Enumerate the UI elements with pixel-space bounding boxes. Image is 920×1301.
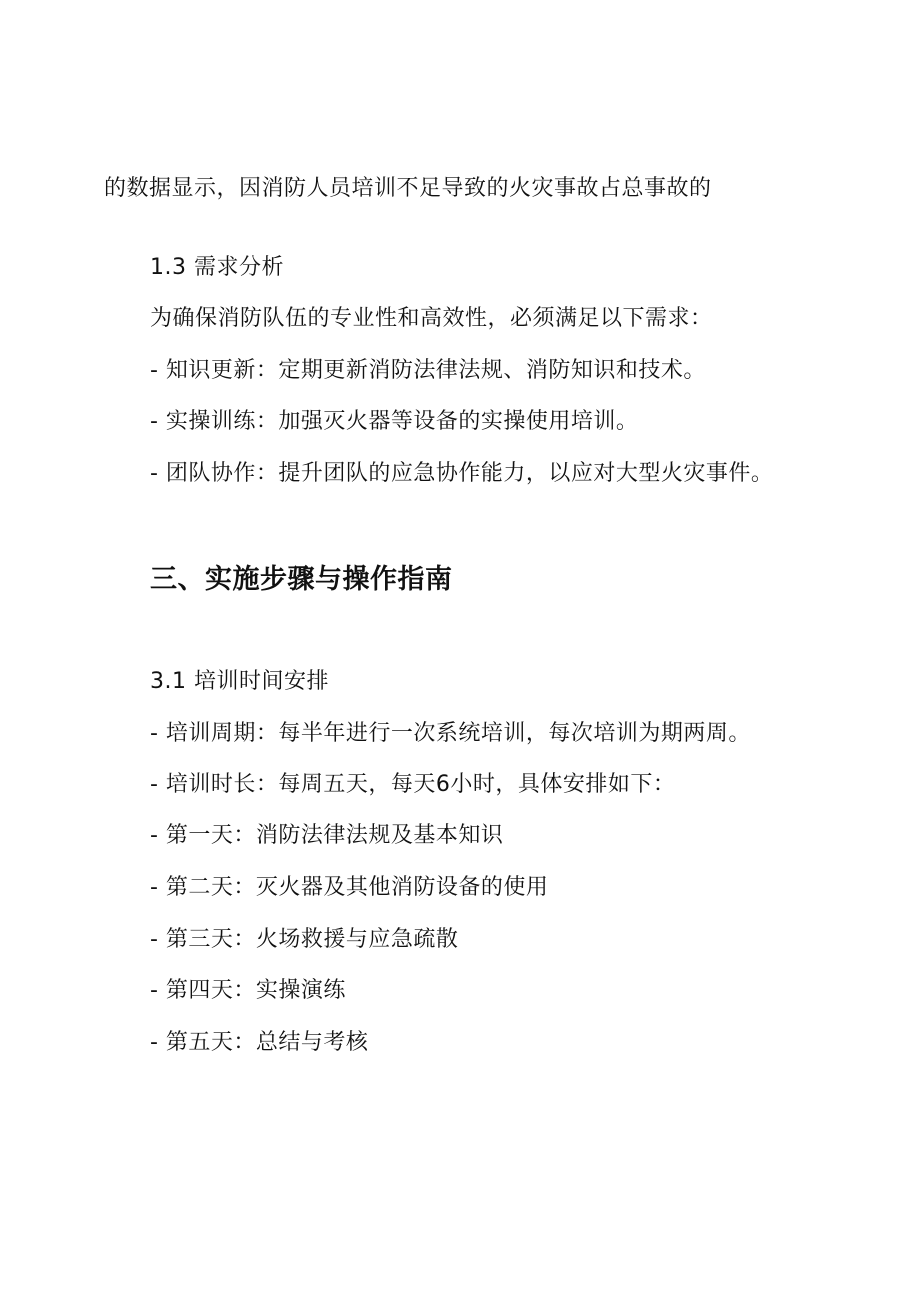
- chapter-heading-3: 三、实施步骤与操作指南: [150, 564, 453, 595]
- list-item: - 培训时长：每周五天，每天6小时，具体安排如下：: [150, 772, 676, 797]
- list-item: - 培训周期：每半年进行一次系统培训，每次培训为期两周。: [150, 721, 751, 746]
- list-item: - 第二天：灭火器及其他消防设备的使用: [150, 875, 549, 900]
- continuation-paragraph: 的数据显示，因消防人员培训不足导致的火灾事故占总事故的: [104, 176, 712, 201]
- list-item: - 第四天：实操演练: [150, 978, 346, 1003]
- section-heading-3-1: 3.1 培训时间安排: [150, 669, 329, 694]
- list-item: - 第三天：火场救援与应急疏散: [150, 927, 459, 952]
- section-heading-1-3: 1.3 需求分析: [150, 255, 284, 280]
- list-item: - 知识更新：定期更新消防法律法规、消防知识和技术。: [150, 358, 706, 383]
- list-item: - 第五天：总结与考核: [150, 1030, 369, 1055]
- section-1-3-intro: 为确保消防队伍的专业性和高效性，必须满足以下需求：: [150, 306, 713, 331]
- list-item: - 第一天：消防法律法规及基本知识: [150, 823, 504, 848]
- list-item: - 实操训练：加强灭火器等设备的实操使用培训。: [150, 409, 639, 434]
- list-item: - 团队协作：提升团队的应急协作能力，以应对大型火灾事件。: [150, 461, 774, 486]
